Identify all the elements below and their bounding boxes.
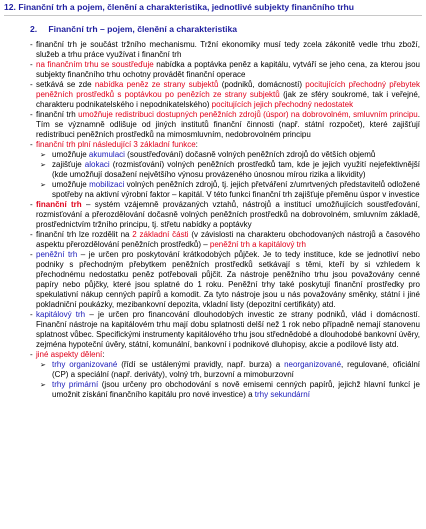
bullet-text: (soustřeďování) dočasně volných peněžních zdrojů do větších objemů xyxy=(124,150,376,159)
highlight-text: na finančním trhu se soustřeďuje xyxy=(36,60,154,69)
aspect-organized xyxy=(36,360,420,380)
bullet-text: umožňuje xyxy=(52,150,89,159)
highlight-text: jiné aspekty dělení xyxy=(36,350,103,359)
highlight-text: peněžní trh a kapitálový trh xyxy=(209,240,306,249)
function-accumulation xyxy=(36,150,420,160)
bullet-text: (v závislosti na charakteru obchodovaných nástrojů a časového aspektu přerozdělování peněžních prostředků) – xyxy=(36,230,420,249)
highlight-text: pocitujících jejich přechodný nedostatek xyxy=(211,100,354,109)
highlight-text: umožňuje redistribuci dostupných peněžních zdrojů (úspor) na dobrovolném, smluvním principu xyxy=(78,110,418,119)
section-number: 12. xyxy=(4,2,16,12)
functions-list xyxy=(36,150,420,200)
bullet-list xyxy=(0,40,426,400)
bullet-text: (podniků, domácností) xyxy=(218,80,306,89)
bullet-text: , regulované, oficiální (CP) a speciální (např. deriváty), volný trh, burzovní a mimoburzovní xyxy=(52,360,421,379)
term-text: trhy primární xyxy=(52,380,99,389)
bullet-text: – systém vzájemně provázaných vztahů, nástrojů a institucí umožňujících soustřeďování, rozmisťování a přerozdělování dočasně volných peněžních prostředků na dobrovolném, smluvním základě, prostřednictvím tržního principu, tj. střetu nabídky a poptávky xyxy=(36,200,420,229)
bullet-text: (jsou určeny pro obchodování s nově emisemi cenných papírů, jejichž hlavní funkcí je umožnit získání finančního kapitálu pro nové investice) a xyxy=(52,380,420,399)
bullet-text: : xyxy=(195,140,198,149)
subsection-number: 2. xyxy=(30,24,38,34)
term-text: mobilizaci xyxy=(89,180,125,189)
aspects-list xyxy=(36,360,420,400)
bullet-text: – je určen pro poskytování krátkodobých půjček. Je to tedy instituce, kde se jednotliví nebo podniky s přechodným přebytkem peněžních prostředků setkávají s těmi, kteří by si vzhledem k přechodnému nedostatku peněz potřebovali půjčit. Za nástroje peněžního trhu jsou považovány cenné papíry nebo půjčky, které jsou splatné do 1 roku. Peněžní trhy také poskytují finanční prostředky pro spekulativní nákup cenných papírů a komodit. Za tyto nástroje jsou u nás považovány směnky, státní i jiné pokladniční poukázky, mezibankovní depozita, vkladní listy (depozitní certifikáty) atd. xyxy=(36,250,420,309)
term-text: peněžní trh xyxy=(36,250,78,259)
bullet-text: (jak ze sféry soukromé, tak i veřejné, charakteru podnikatelského i nepodnikatelského) xyxy=(36,90,421,109)
bullet-text: (řídí se ustálenými pravidly, např. burza) a xyxy=(117,360,285,369)
bullet-text: . Tím se významně odlišuje od jiných institutů finanční činnosti (např. státní rozpočet), které zajišťují redistribuci peněžních prostředků na mimosmluvním, nedobrovolném principu xyxy=(36,110,420,139)
bullet-text: finanční trh lze rozdělit na xyxy=(36,230,133,239)
bullet-text: volných peněžních zdrojů, tj. jejich přetváření z/umrtvených představitelů odložené spotřeby na aktivní výrobní faktor – kapitál. V této funkci finanční trh zajišťuje přeměnu úspor v investice xyxy=(52,180,420,199)
term-text: kapitálový trh xyxy=(36,310,86,319)
highlight-text: finanční trh plní následující 3 základní funkce xyxy=(36,140,196,149)
bullet-subjects-meet xyxy=(0,80,426,110)
term-text: trhy sekundární xyxy=(254,390,310,399)
bullet-text: umožňuje xyxy=(52,180,90,189)
bullet-definition xyxy=(0,200,426,230)
section-heading xyxy=(4,2,422,16)
bullet-other-aspects xyxy=(0,350,426,400)
highlight-text: 2 základní části xyxy=(132,230,189,239)
aspect-primary xyxy=(36,380,420,400)
bullet-redistribution xyxy=(0,110,426,140)
function-mobilization xyxy=(36,180,420,200)
bullet-two-parts xyxy=(0,230,426,250)
subsection-title: Finanční trh – pojem, členění a charakteristika xyxy=(48,24,238,34)
term-text: neorganizované xyxy=(284,360,342,369)
highlight-text: s poptávkou po penězích ze strany subjektů xyxy=(117,90,280,99)
term-text: akumulaci xyxy=(88,150,125,159)
bullet-text: (rozmisťování) volných peněžních prostředků tam, kde je jejich využití nejefektivnější (kde umožňují dosažení největšího výnosu provázeného únosnou mírou rizika a likvidity) xyxy=(52,160,420,179)
bullet-supply-demand xyxy=(0,60,426,80)
bullet-text: : xyxy=(102,350,105,359)
term-text: trhy organizované xyxy=(52,360,118,369)
bullet-text: finanční trh je součást tržního mechanismu. Tržní ekonomiky musí tedy zcela zákonitě vedle trhu zboží, služeb a trhu práce využívat i finanční trh xyxy=(36,40,420,59)
bullet-text: – je určen pro financování dlouhodobých investic ze strany podniků, vlád i domácností. Finanční nástroje na kapitálovém trhu mají dobu splatnosti delší než 1 rok nebo případně nemají stanovenu splatnost vůbec. Specifickými instrumenty kapitálového trhu jsou střednědobé a dlouhodobé bankovní úvěry, zejména hypoteční úvěry, státní, komunální, bankovní i podnikové dluhopisy, akcie a podílové listy atd. xyxy=(36,310,420,349)
term-text: alokaci xyxy=(84,160,110,169)
highlight-text: pocitujících přechodný přebytek peněžních prostředků xyxy=(36,80,420,99)
bullet-text: finanční trh xyxy=(36,110,79,119)
bullet-text: nabídka a poptávka peněz a kapitálu, vytváří se jeho cena, za kterou jsou subjekty finančního trhu ochotny provádět finanční operace xyxy=(36,60,420,79)
function-allocation xyxy=(36,160,420,180)
bullet-market-mechanism xyxy=(0,40,426,60)
subsection-heading xyxy=(30,24,237,34)
bullet-capital-market xyxy=(0,310,426,350)
bullet-text: zajišťuje xyxy=(52,160,85,169)
highlight-text: finanční trh xyxy=(36,200,82,209)
section-title: Finanční trh a pojem, členění a charakteristika, jednotlivé subjekty finančního trhu xyxy=(18,2,355,12)
bullet-text: setkává se zde xyxy=(36,80,95,89)
bullet-money-market xyxy=(0,250,426,310)
bullet-functions xyxy=(0,140,426,200)
highlight-text: nabídka peněz ze strany subjektů xyxy=(94,80,219,89)
